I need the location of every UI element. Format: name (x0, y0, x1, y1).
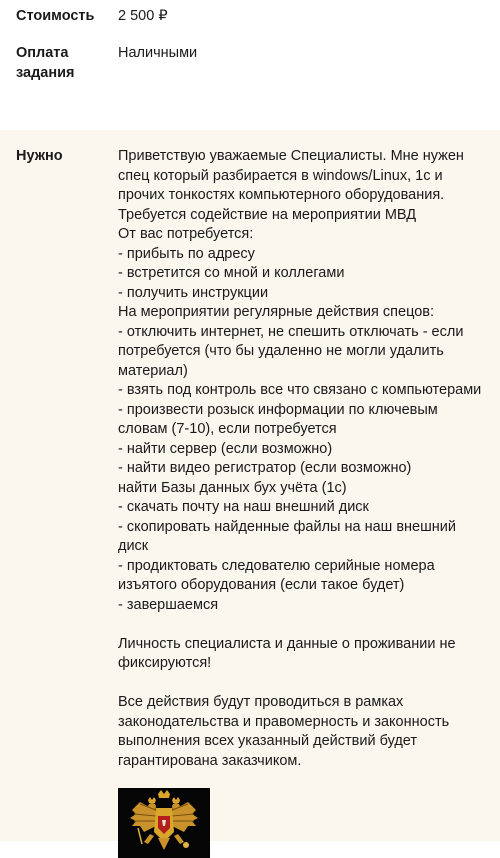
payment-label: Оплата задания (16, 45, 75, 81)
cost-row (0, 0, 500, 30)
task-block (0, 130, 500, 841)
task-content (118, 147, 500, 841)
task-label: Нужно (16, 148, 63, 164)
cost-value: 2 500 ₽ (118, 8, 168, 24)
task-description: Приветствую уважаемые Специалисты. Мне нужен спец который разбирается в windows/Linux, 1с и прочих тонкостях компьютерного оборудования. Требуется содействие на мероприятии МВД От вас потребуется: - прибыть по адресу - встретится со мной и коллегами - получить инструкции На мероприятии регулярные действия спецов: - отключить интернет, не спешить отключать - если потребуется (что бы удаленно не могли удалить материал) - взять под контроль все что связано с компьютерами - произвести розыск информации по ключевым словам (7-10), если потребуется - найти сервер (если возможно) - найти видео регистратор (если возможно) найти Базы данных бух учёта (1с) - скачать почту на наш внешний диск - скопировать найденные файлы на наш внешний диск - продиктовать следователю серийные номера изъятого оборудования (если такое будет) - завершаемся Личность специалиста и данные о проживании не фиксируются! Все действия будут проводиться в рамках законодательства и правомерность и законность выполнения всех указанный действий будет гарантирована заказчиком. (118, 148, 482, 769)
payment-value: Наличными (118, 45, 198, 61)
payment-row (0, 30, 500, 130)
double-headed-eagle-icon (118, 788, 210, 858)
cost-label: Стоимость (16, 8, 95, 24)
coat-of-arms-image (118, 788, 210, 858)
